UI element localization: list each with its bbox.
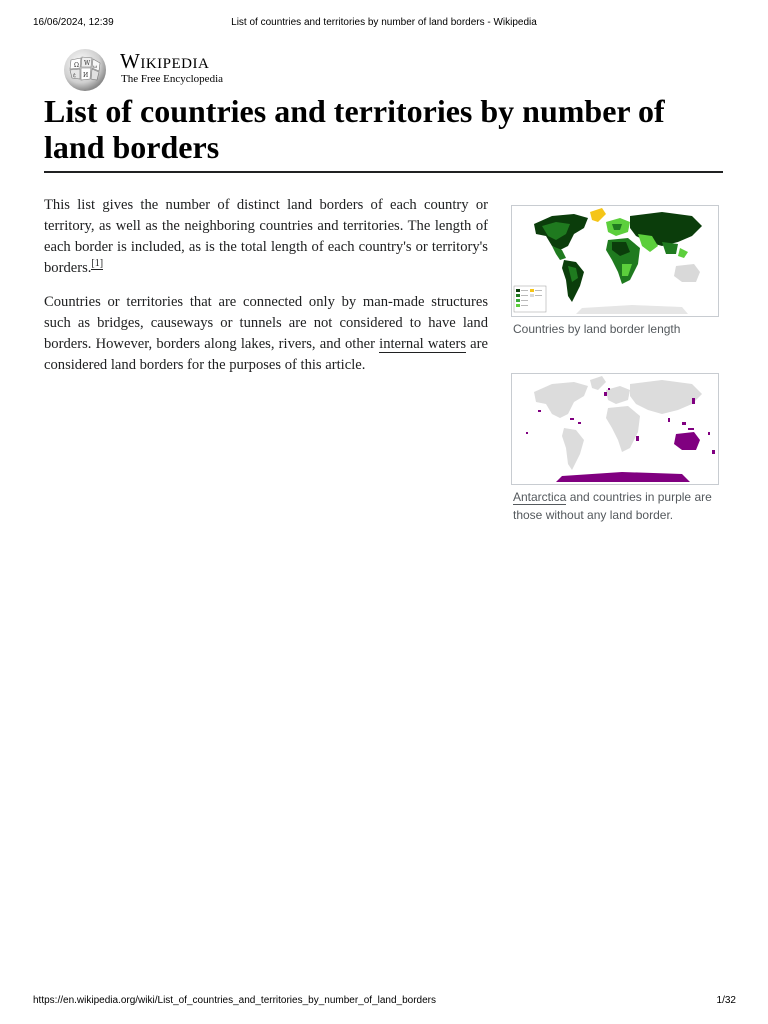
figure-caption-no-land-border <box>511 488 719 524</box>
paragraph-text-after: are considered land borders for the purposes of this article. <box>44 336 488 373</box>
figure-land-border-map <box>511 205 719 338</box>
figure-caption-land-border: Countries by land border length <box>513 322 681 336</box>
land-border-map-image[interactable] <box>511 205 719 317</box>
wikipedia-wordmark: Wikipedia <box>120 49 210 73</box>
print-header <box>0 17 768 31</box>
svg-text:Ω: Ω <box>74 62 79 69</box>
wikipedia-globe-icon <box>61 46 109 92</box>
paragraph-text-before: Countries or territories that are connected only by man-made structures such as bridges, causeways or tunnels are not considered to have land borders. However, borders along lakes, rivers, and other <box>44 294 488 352</box>
page-title: List of countries and territories by number of land borders <box>44 93 665 165</box>
reference-1[interactable]: [1] <box>91 258 104 270</box>
print-datetime: 16/06/2024, 12:39 <box>33 17 114 28</box>
svg-text:ω: ω <box>93 64 98 70</box>
svg-text:И: И <box>83 72 89 79</box>
print-footer <box>0 995 768 1009</box>
print-page-number: 1/32 <box>716 995 736 1006</box>
svg-text:ع: ع <box>73 72 76 78</box>
svg-text:W: W <box>84 60 91 67</box>
print-url: https://en.wikipedia.org/wiki/List_of_countries_and_territories_by_number_of_land_borders <box>33 995 437 1006</box>
no-land-border-map-image[interactable] <box>511 373 719 485</box>
title-divider <box>44 171 723 173</box>
print-page-title: List of countries and territories by number of land borders - Wikipedia <box>231 17 537 28</box>
figure-no-land-border-map <box>511 373 719 524</box>
caption-rest: and countries in purple are those without any land border. <box>513 490 712 522</box>
antarctica-link[interactable]: Antarctica <box>513 490 567 504</box>
borders-definition-paragraph <box>44 292 488 376</box>
land-border-world-map <box>512 206 718 316</box>
no-land-border-world-map <box>512 374 718 484</box>
intro-paragraph <box>44 195 488 279</box>
internal-waters-link[interactable]: internal waters <box>379 336 466 352</box>
intro-text: This list gives the number of distinct land borders of each country or territory, as well as the neighboring countries and territories. The length of each border is included, as is the total length of each country's or territory's borders. <box>44 197 488 276</box>
wikipedia-tagline: The Free Encyclopedia <box>121 73 224 85</box>
wikipedia-logo[interactable] <box>61 46 261 92</box>
